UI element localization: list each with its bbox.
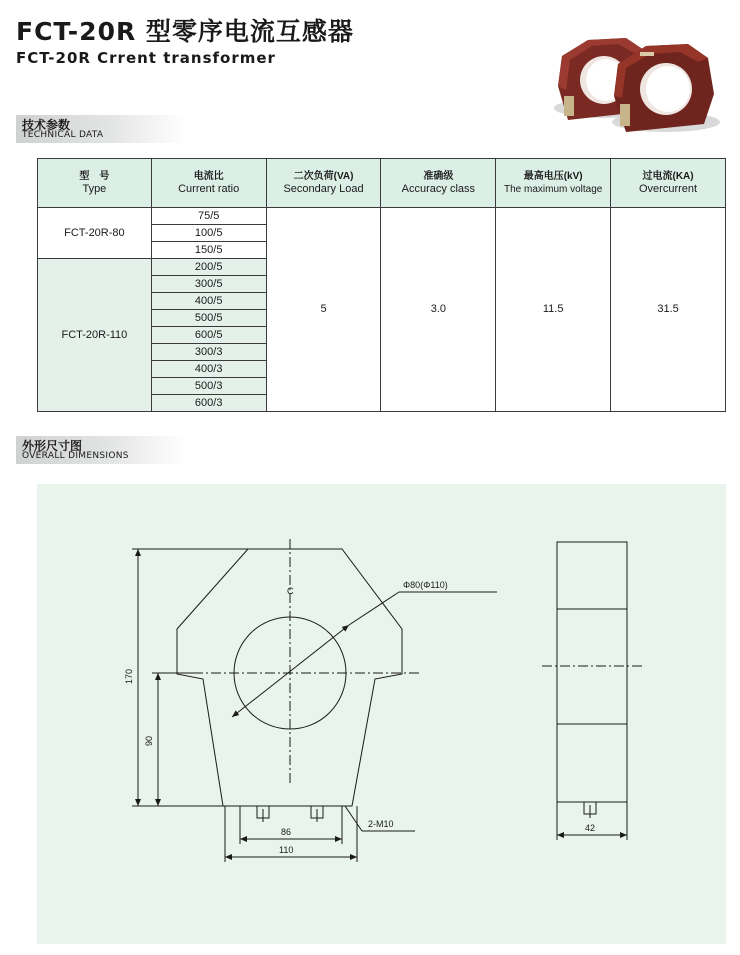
model-cell: FCT-20R-80 <box>38 208 152 259</box>
height-center-label: 90 <box>144 735 154 746</box>
accuracy-class-cell: 3.0 <box>381 208 496 412</box>
dimension-drawing <box>37 484 726 944</box>
diameter-label: Φ80(Φ110) <box>403 580 448 590</box>
product-photo <box>548 34 724 138</box>
ratio-cell: 300/3 <box>151 344 266 361</box>
dimensions-heading-cn: 外形尺寸图 <box>22 439 83 453</box>
header-accuracy-class: 准确级 Accuracy class <box>381 159 496 208</box>
dimension-drawing-panel <box>37 484 726 944</box>
header-secondary-load: 二次负荷(VA) Secondary Load <box>266 159 381 208</box>
ratio-cell: 600/3 <box>151 395 266 412</box>
ratio-cell: 400/5 <box>151 293 266 310</box>
bolt-spacing-label: 86 <box>281 827 292 837</box>
max-voltage-cell: 11.5 <box>496 208 611 412</box>
ratio-cell: 300/5 <box>151 276 266 293</box>
side-view-outline <box>557 542 627 802</box>
side-width-label: 42 <box>585 823 596 833</box>
ratio-cell: 500/5 <box>151 310 266 327</box>
technical-data-heading <box>16 115 186 143</box>
technical-heading-cn: 技术参数 <box>22 118 71 132</box>
model-cell: FCT-20R-110 <box>38 259 152 412</box>
height-total-label: 170 <box>124 668 134 684</box>
header-current-ratio: 电流比 Current ratio <box>151 159 266 208</box>
ratio-cell: 100/5 <box>151 225 266 242</box>
ratio-cell: 600/5 <box>151 327 266 344</box>
base-width-label: 110 <box>279 845 294 855</box>
header-max-voltage: 最高电压(kV) The maximum voltage <box>496 159 611 208</box>
ratio-cell: 400/3 <box>151 361 266 378</box>
technical-heading-en: TECHNICAL DATA <box>22 130 104 140</box>
bolt-spec-label: 2-M10 <box>368 819 394 829</box>
ratio-cell: 500/3 <box>151 378 266 395</box>
center-mark: C <box>287 586 294 596</box>
header-type: 型 号 Type <box>38 159 152 208</box>
ratio-cell: 200/5 <box>151 259 266 276</box>
page-title-cn: FCT-20R 型零序电流互感器 <box>16 17 354 46</box>
secondary-load-cell: 5 <box>266 208 381 412</box>
overcurrent-cell: 31.5 <box>611 208 726 412</box>
spec-table <box>37 158 726 412</box>
page-title-en: FCT-20R Crrent transformer <box>16 49 276 67</box>
dimensions-heading-en: OVERALL DIMENSIONS <box>22 451 129 461</box>
overall-dimensions-heading <box>16 436 186 464</box>
ratio-cell: 150/5 <box>151 242 266 259</box>
ratio-cell: 75/5 <box>151 208 266 225</box>
table-row <box>38 208 726 225</box>
table-header-row <box>38 159 726 208</box>
header-overcurrent: 过电流(KA) Overcurrent <box>611 159 726 208</box>
